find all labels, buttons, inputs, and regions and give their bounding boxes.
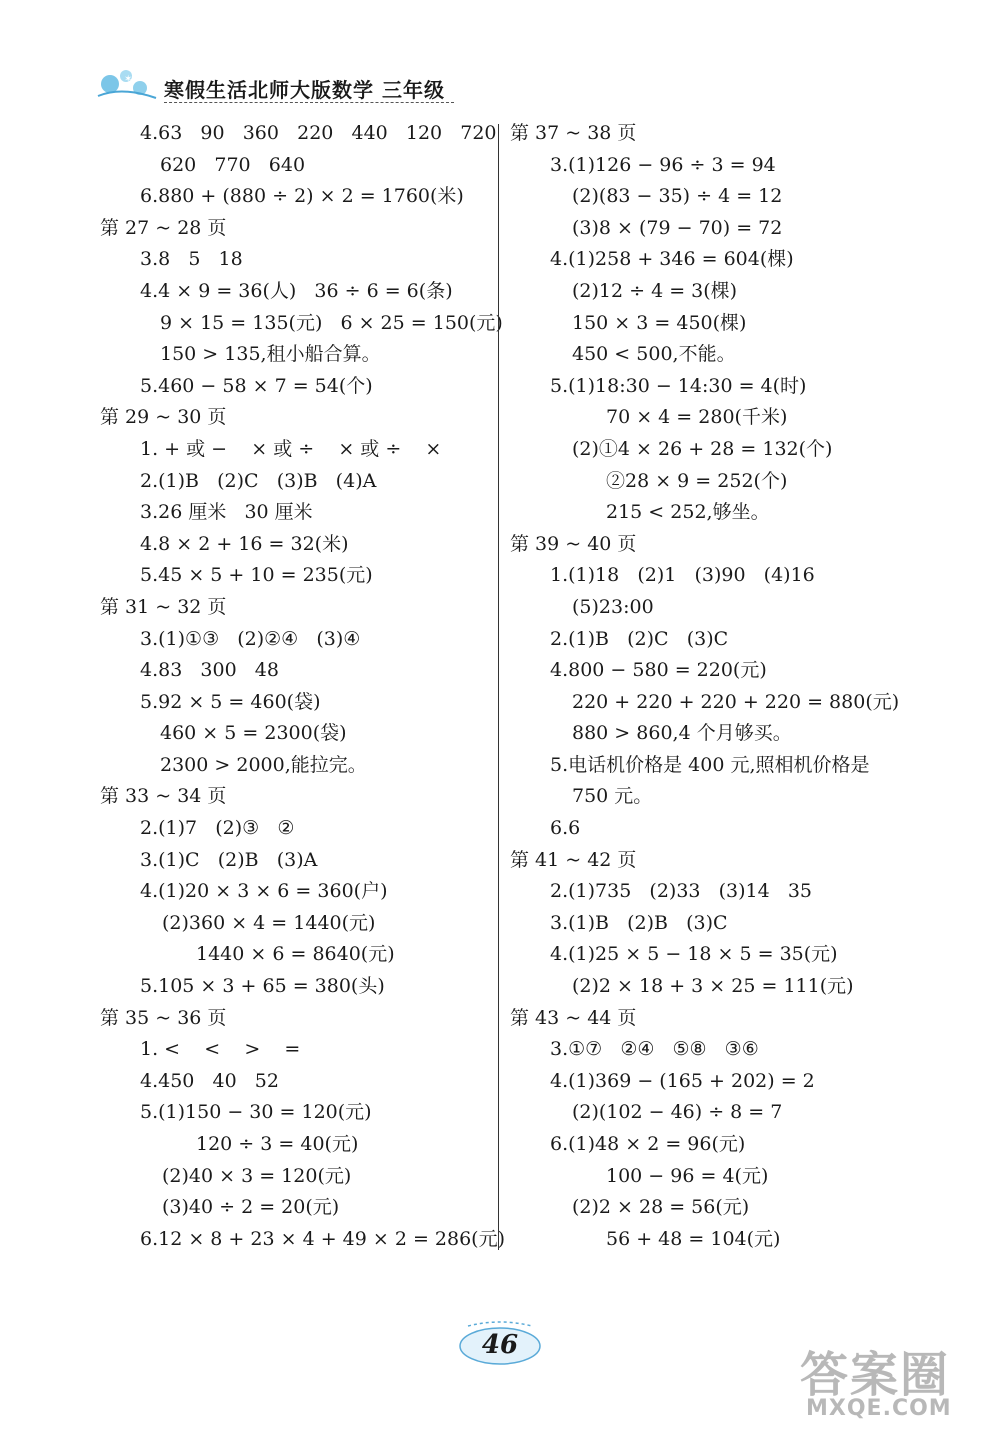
- answer-line: 150 > 135,租小船合算。: [160, 343, 381, 366]
- answer-line: 1. < < > =: [140, 1038, 301, 1061]
- answer-line: 70 × 4 = 280(千米): [606, 406, 788, 429]
- page-header: [92, 62, 512, 112]
- answer-line: 3.(1)B (2)B (3)C: [550, 911, 728, 934]
- answer-line: (2)40 × 3 = 120(元): [162, 1164, 352, 1187]
- section-heading: 第 43 ~ 44 页: [510, 1006, 637, 1029]
- answers-left-column: [100, 118, 506, 1255]
- answer-line: 5.45 × 5 + 10 = 235(元): [140, 564, 373, 587]
- answer-line: (2)①4 × 26 + 28 = 132(个): [572, 437, 833, 460]
- answers-right-column: [510, 118, 910, 1255]
- answer-line: 215 < 252,够坐。: [606, 501, 770, 524]
- answer-line: (2)2 × 18 + 3 × 25 = 111(元): [572, 975, 854, 998]
- answer-line: 120 ÷ 3 = 40(元): [196, 1133, 359, 1155]
- answer-line: 4.(1)369 − (165 + 202) = 2: [550, 1069, 815, 1092]
- answer-line: 5.电话机价格是 400 元,照相机价格是: [550, 753, 870, 776]
- answer-line: 6.(1)48 × 2 = 96(元): [550, 1133, 746, 1155]
- answer-line: 4.(1)258 + 346 = 604(棵): [550, 248, 794, 271]
- section-heading: 第 39 ~ 40 页: [510, 532, 637, 555]
- answer-line: 3.①⑦ ②④ ⑤⑧ ③⑥: [550, 1038, 759, 1061]
- answer-line: 5.(1)18:30 − 14:30 = 4(时): [550, 374, 807, 397]
- answer-line: 5.460 − 58 × 7 = 54(个): [140, 374, 373, 397]
- answer-line: (5)23:00: [572, 595, 654, 618]
- answer-line: 620 770 640: [160, 153, 306, 176]
- answer-line: 100 − 96 = 4(元): [606, 1164, 769, 1187]
- answer-line: (2)(102 − 46) ÷ 8 = 7: [572, 1101, 783, 1124]
- answer-line: 150 × 3 = 450(棵): [572, 311, 747, 334]
- watermark-sub: MXQE.COM: [806, 1396, 952, 1421]
- answer-line: 2.(1)735 (2)33 (3)14 35: [550, 880, 813, 903]
- section-heading: 第 31 ~ 32 页: [100, 595, 227, 618]
- answer-line: 56 + 48 = 104(元): [606, 1227, 781, 1250]
- section-heading: 第 41 ~ 42 页: [510, 848, 637, 871]
- answer-line: 3.8 5 18: [140, 248, 243, 271]
- answer-line: 220 + 220 + 220 + 220 = 880(元): [572, 690, 900, 713]
- answer-line: 1440 × 6 = 8640(元): [196, 943, 395, 966]
- section-heading: 第 35 ~ 36 页: [100, 1006, 227, 1029]
- answer-line: (3)40 ÷ 2 = 20(元): [162, 1196, 340, 1219]
- answer-line: (2)(83 − 35) ÷ 4 = 12: [572, 185, 783, 208]
- snowflake-logo-icon: [92, 62, 162, 106]
- answer-line: 6.880 + (880 ÷ 2) × 2 = 1760(米): [140, 185, 464, 208]
- answer-line: 2300 > 2000,能拉完。: [160, 753, 367, 776]
- answer-line: 450 < 500,不能。: [572, 343, 736, 366]
- watermark: [800, 1336, 996, 1426]
- answer-line: 5.(1)150 − 30 = 120(元): [140, 1101, 372, 1124]
- answer-line: 2.(1)B (2)C (3)B (4)A: [140, 469, 377, 492]
- answer-line: 5.92 × 5 = 460(袋): [140, 690, 321, 713]
- answer-line: 3.(1)126 − 96 ÷ 3 = 94: [550, 153, 776, 176]
- header-rule: [164, 102, 454, 103]
- answer-line: (3)8 × (79 − 70) = 72: [572, 216, 783, 239]
- answer-line: 4.8 × 2 + 16 = 32(米): [140, 532, 349, 555]
- section-heading: 第 33 ~ 34 页: [100, 785, 227, 808]
- section-heading: 第 27 ~ 28 页: [100, 216, 227, 239]
- page-number-badge: [450, 1312, 550, 1372]
- answer-line: 4.800 − 580 = 220(元): [550, 659, 767, 682]
- column-divider: [498, 124, 499, 1250]
- answer-line: (2)2 × 28 = 56(元): [572, 1196, 750, 1219]
- answer-line: 750 元。: [572, 785, 653, 808]
- page-number: 46: [481, 1330, 519, 1360]
- answer-line: 9 × 15 = 135(元) 6 × 25 = 150(元): [160, 311, 503, 334]
- answer-line: ②28 × 9 = 252(个): [606, 469, 788, 492]
- answer-line: (2)12 ÷ 4 = 3(棵): [572, 279, 738, 302]
- answer-line: (2)360 × 4 = 1440(元): [162, 911, 376, 934]
- answer-line: 4.4 × 9 = 36(人) 36 ÷ 6 = 6(条): [140, 279, 453, 302]
- answer-line: 3.26 厘米 30 厘米: [140, 501, 313, 524]
- answer-line: 1. + 或 − × 或 ÷ × 或 ÷ ×: [140, 437, 442, 460]
- answer-line: 4.63 90 360 220 440 120 720: [140, 122, 497, 144]
- answer-line: 3.(1)①③ (2)②④ (3)④: [140, 627, 361, 650]
- answer-line: 4.83 300 48: [140, 659, 279, 682]
- answer-line: 4.(1)25 × 5 − 18 × 5 = 35(元): [550, 943, 838, 966]
- answer-line: 4.(1)20 × 3 × 6 = 360(户): [140, 880, 388, 903]
- answer-line: 2.(1)B (2)C (3)C: [550, 627, 729, 650]
- section-heading: 第 29 ~ 30 页: [100, 406, 227, 429]
- answer-line: 3.(1)C (2)B (3)A: [140, 848, 318, 871]
- answer-line: 6.6: [550, 817, 581, 840]
- answer-line: 880 > 860,4 个月够买。: [572, 722, 792, 745]
- answer-line: 1.(1)18 (2)1 (3)90 (4)16: [550, 564, 815, 587]
- section-heading: 第 37 ~ 38 页: [510, 122, 637, 144]
- answer-line: 2.(1)7 (2)③ ②: [140, 817, 295, 840]
- svg-text:✶: ✶: [124, 74, 133, 85]
- book-title: 寒假生活北师大版数学 三年级: [164, 78, 445, 102]
- answer-line: 4.450 40 52: [140, 1069, 279, 1092]
- answer-line: 6.12 × 8 + 23 × 4 + 49 × 2 = 286(元): [140, 1227, 506, 1250]
- answer-line: 5.105 × 3 + 65 = 380(头): [140, 975, 385, 998]
- watermark-main: 答案圈: [800, 1347, 951, 1403]
- answer-line: 460 × 5 = 2300(袋): [160, 722, 347, 745]
